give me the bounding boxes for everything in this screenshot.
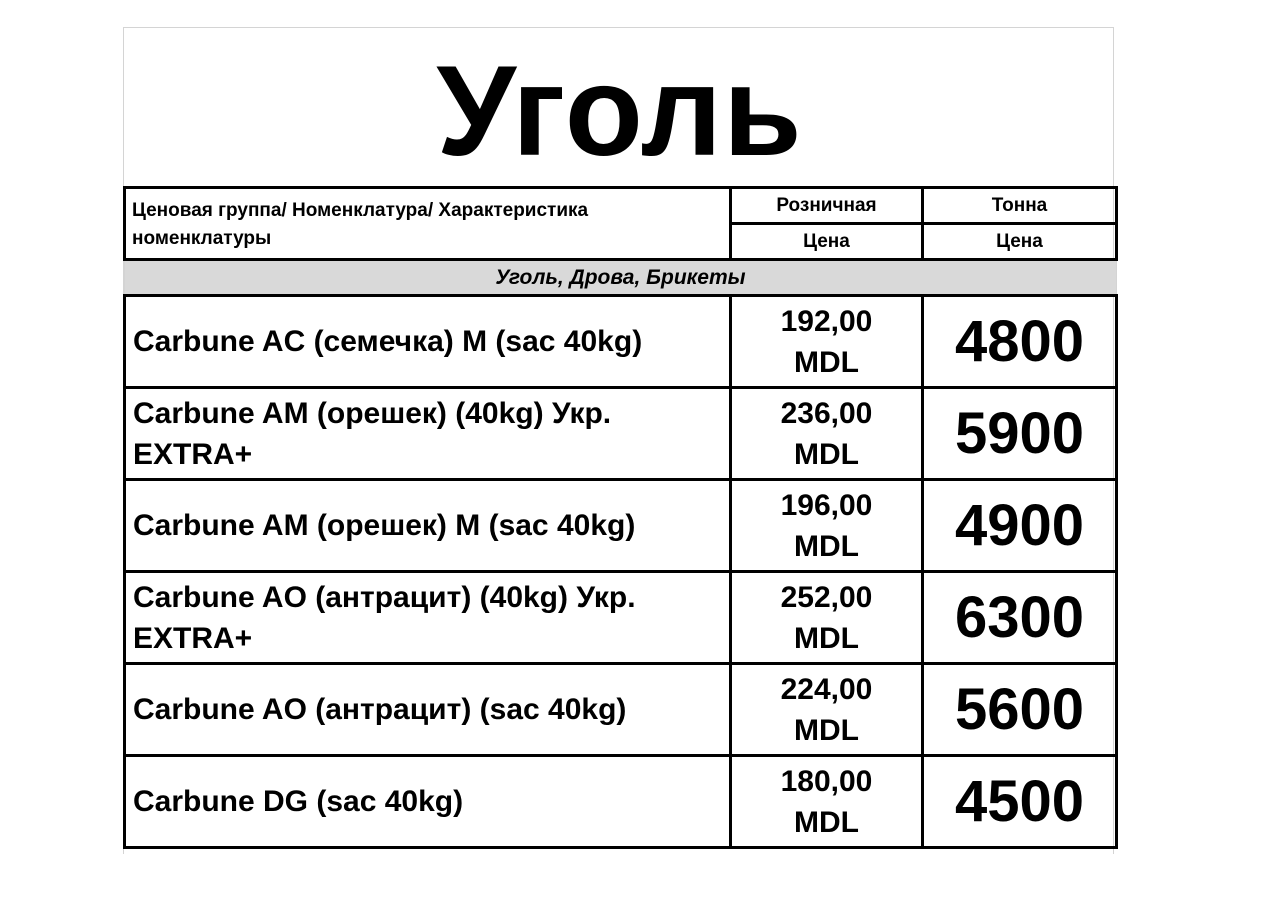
- price-value: 224,00: [780, 672, 873, 706]
- table-row: [125, 756, 1117, 848]
- price-value: 252,00: [780, 580, 873, 614]
- table-header-row: [125, 188, 1117, 224]
- page-title: Уголь: [436, 40, 803, 183]
- price-sheet: [123, 27, 1114, 854]
- item-retail-price: [731, 572, 923, 664]
- item-ton-price: 6300: [923, 572, 1117, 664]
- item-name: Carbune AO (антрацит) (40kg) Укр. EXTRA+: [125, 572, 731, 664]
- table-row: [125, 296, 1117, 388]
- price-value: 196,00: [780, 488, 873, 522]
- table-row: [125, 480, 1117, 572]
- table-row: [125, 388, 1117, 480]
- price-currency: MDL: [794, 621, 859, 655]
- price-currency: MDL: [794, 713, 859, 747]
- item-retail-price: [731, 664, 923, 756]
- price-currency: MDL: [794, 345, 859, 379]
- price-currency: MDL: [794, 437, 859, 471]
- item-name: Carbune AM (орешек) M (sac 40kg): [125, 480, 731, 572]
- header-ton: Тонна: [923, 188, 1117, 224]
- item-retail-price: [731, 296, 923, 388]
- item-name: Carbune AM (орешек) (40kg) Укр. EXTRA+: [125, 388, 731, 480]
- price-value: 180,00: [780, 764, 873, 798]
- item-ton-price: 4800: [923, 296, 1117, 388]
- price-currency: MDL: [794, 805, 859, 839]
- table-row: [125, 572, 1117, 664]
- header-ton-price: Цена: [923, 224, 1117, 260]
- item-ton-price: 5600: [923, 664, 1117, 756]
- table-row: [125, 664, 1117, 756]
- item-ton-price: 5900: [923, 388, 1117, 480]
- header-name-column: Ценовая группа/ Номенклатура/ Характеристика номенклатуры: [125, 188, 731, 260]
- item-name: Carbune AC (семечка) M (sac 40kg): [125, 296, 731, 388]
- header-retail-price: Цена: [731, 224, 923, 260]
- price-value: 236,00: [780, 396, 873, 430]
- group-row: [125, 260, 1117, 296]
- item-retail-price: [731, 388, 923, 480]
- item-ton-price: 4500: [923, 756, 1117, 848]
- price-currency: MDL: [794, 529, 859, 563]
- price-value: 192,00: [780, 304, 873, 338]
- header-retail: Розничная: [731, 188, 923, 224]
- item-name: Carbune AO (антрацит) (sac 40kg): [125, 664, 731, 756]
- item-retail-price: [731, 480, 923, 572]
- item-ton-price: 4900: [923, 480, 1117, 572]
- item-retail-price: [731, 756, 923, 848]
- item-name: Carbune DG (sac 40kg): [125, 756, 731, 848]
- group-label: Уголь, Дрова, Брикеты: [125, 260, 1117, 296]
- price-table: [123, 186, 1118, 849]
